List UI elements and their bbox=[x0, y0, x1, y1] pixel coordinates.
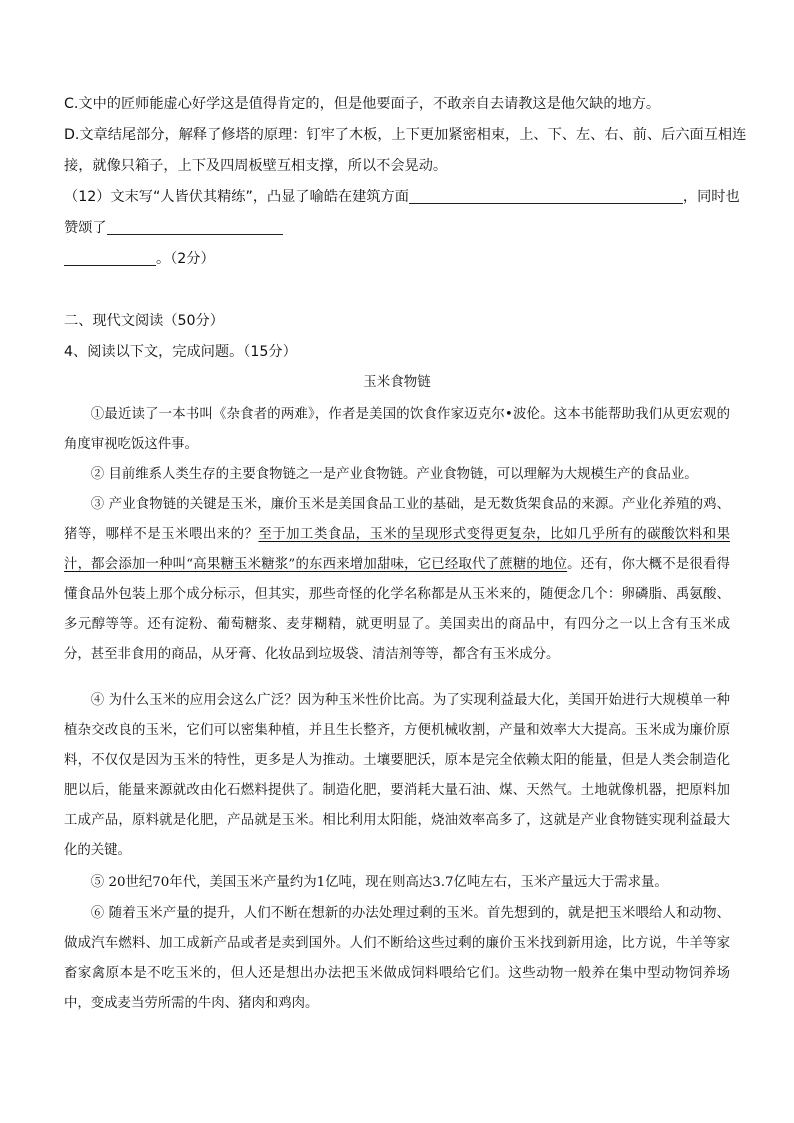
question-12-line2-lead: 赞颂了 bbox=[64, 220, 107, 236]
question-12-line1 bbox=[64, 187, 740, 208]
article-paragraph-6: ⑥ 随着玉米产量的提升，人们不断在想新的办法处理过剩的玉米。首先想到的，就是把玉米喂给人和动物、做成汽车燃料、加工成新产品或者是卖到国外。人们不断给这些过剩的廉价玉米找到新用途，比方说，牛羊等家畜家禽原本是不吃玉米的，但人还是想出办法把玉米做成饲料喂给它们。这些动物一般养在集中型动物饲养场中，变成麦当劳所需的牛肉、猪肉和鸡肉。 bbox=[64, 906, 730, 1011]
question-12-mid: ，同时也 bbox=[682, 189, 740, 205]
article-paragraph-5: ⑤ 20世纪70年代，美国玉米产量约为1亿吨，现在则高达3.7亿吨左右，玉米产量远大于需求量。 bbox=[90, 875, 668, 890]
paragraph-3-underlined: 至于加工类食品，玉米的呈现形式变得更复杂，比如几乎所有的碳酸饮料和果汁，都会添加一种叫“高果糖玉米糖浆”的东西来增加甜味，它已经取代了蔗糖的地位 bbox=[64, 527, 731, 572]
question-12-line3 bbox=[64, 249, 730, 270]
answer-blank-1[interactable] bbox=[409, 187, 683, 204]
question-4-prompt: 4、阅读以下文，完成问题。（15分） bbox=[64, 344, 297, 360]
option-d-line2: 接，就像只箱子，上下及四周板壁互相支撑，所以不会晃动。 bbox=[64, 158, 448, 174]
paragraph-3-rest: 。还有，你大概不是很看得懂食品外包装上那个成分标示，但其实，那些奇怪的化学名称都是从玉米来的，随便念几个：卵磷脂、禹氨酸、多元醇等等。还有淀粉、葡萄糖浆、麦芽糊精，就更明显了。美国卖出的商品中，有四分之一以上含有玉米成分，甚至非食用的商品，从牙膏、化妆品到垃圾袋、清洁剂等等，都含有玉米成分。 bbox=[64, 557, 730, 662]
article-title: 玉米食物链 bbox=[363, 374, 431, 390]
article-paragraph-3 bbox=[64, 490, 730, 670]
question-12-lead: （12）文末写“人皆伏其精练”，凸显了喻皓在建筑方面 bbox=[64, 189, 409, 205]
option-d-line1: D.文章结尾部分，解释了修塔的原理：钉牢了木板，上下更加紧密相束，上、下、左、右、前、后六面互相连 bbox=[64, 127, 747, 143]
article-paragraph-2: ② 目前维系人类生存的主要食物链之一是产业食物链。产业食物链，可以理解为大规模生产的食品业。 bbox=[90, 467, 698, 482]
question-12-tail: 。（2分） bbox=[156, 251, 215, 267]
article-paragraph-1: ①最近读了一本书叫《杂食者的两难》，作者是美国的饮食作家迈克尔•波伦。这本书能帮助我们从更宏观的角度审视吃饭这件事。 bbox=[64, 407, 730, 452]
article-paragraph-4: ④ 为什么玉米的应用会这么广泛？因为种玉米性价比高。为了实现利益最大化，美国开始进行大规模单一种植杂交改良的玉米，它们可以密集种植，并且生长整齐，方便机械收割，产量和效率大大提高。玉米成为廉价原料，不仅仅是因为玉米的特性，更多是人为推动。土壤要肥沃，原本是完全依赖太阳的能量，但是人类会制造化肥以后，能量来源就改由化石燃料提供了。制造化肥，要消耗大量石油、煤、天然气。土地就像机器，把原料加工成产品，原料就是化肥，产品就是玉米。相比利用太阳能，烧油效率高多了，这就是产业食物链实现利益最大化的关键。 bbox=[64, 693, 730, 858]
answer-blank-2[interactable] bbox=[107, 218, 283, 235]
paragraph-3-start: ③ 产业食物链的关键是玉米，廉价玉米是美国食品工业的基础，是无数货架食品的来源。产业化养殖的鸡、猪等，哪样不是玉米喂出来的？ bbox=[64, 497, 730, 542]
question-12-line2 bbox=[64, 218, 730, 239]
section-2-heading: 二、现代文阅读（50分） bbox=[64, 313, 224, 329]
option-c: C.文中的匠师能虚心好学这是值得肯定的，但是他要面子，不敢亲自去请教这是他欠缺的地方。 bbox=[64, 96, 661, 112]
answer-blank-3[interactable] bbox=[64, 249, 156, 266]
